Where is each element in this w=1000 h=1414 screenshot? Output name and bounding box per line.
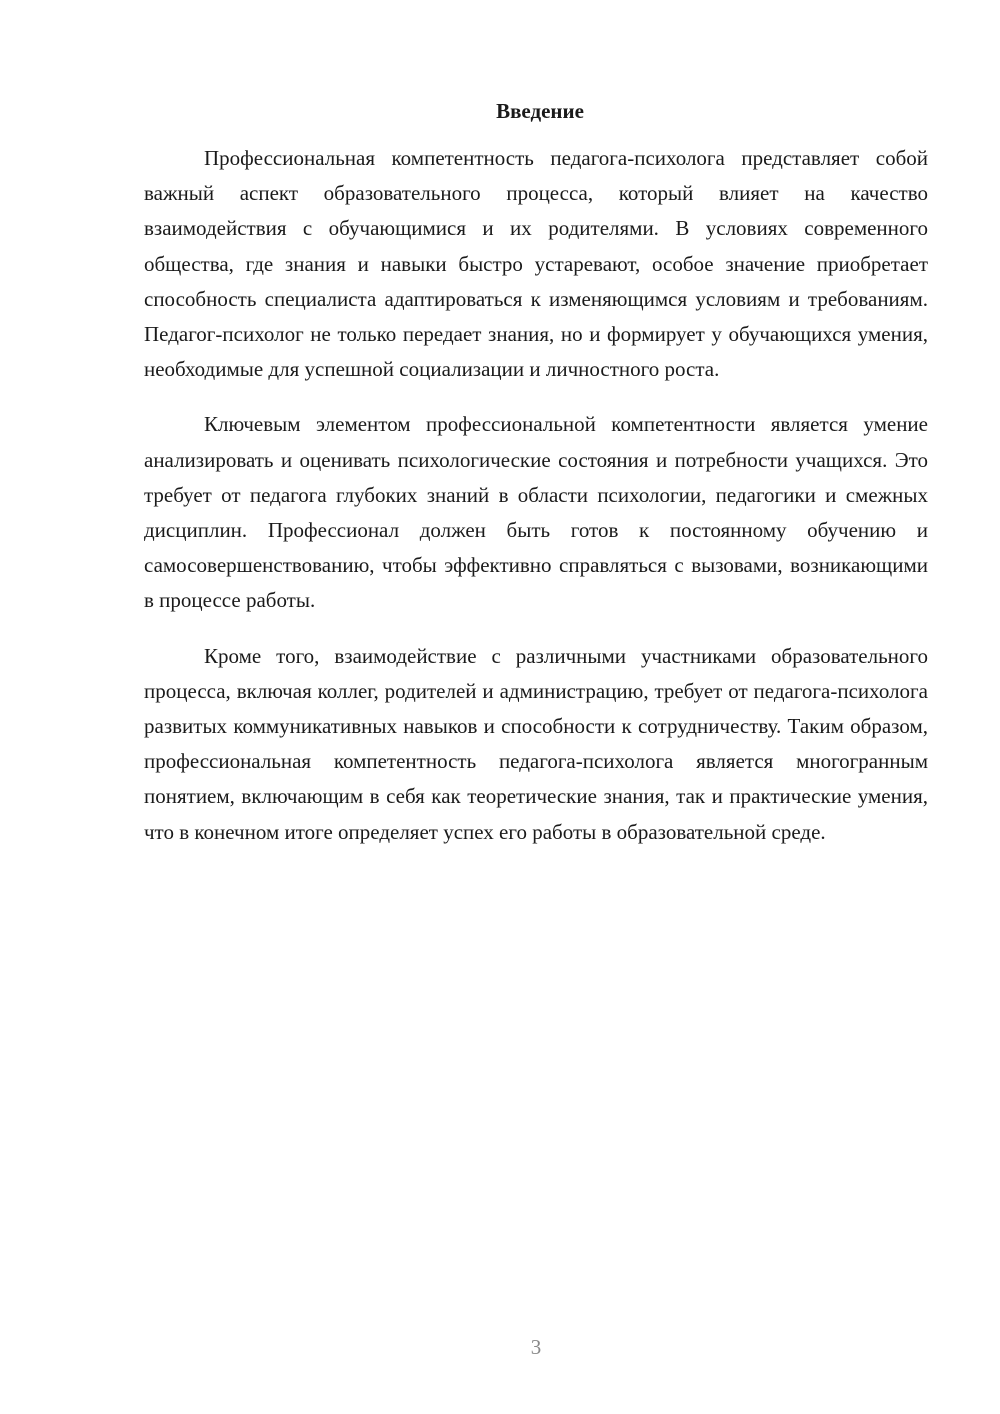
paragraph-2: Ключевым элементом профессиональной компетентности является умение анализировать и оценивать психологические состояния и потребности учащихся. Это требует от педагога глубоких знаний в области психологии, педагогики и смежных дисциплин. Профессионал должен быть готов к постоянному обучению и самосовершенствованию, чтобы эффективно справляться с вызовами, возникающими в процессе работы.: [144, 412, 928, 613]
page-number: 3: [530, 1335, 542, 1359]
paragraph-3: Кроме того, взаимодействие с различными участниками образовательного процесса, включая коллег, родителей и администрацию, требует от педагога-психолога развитых коммуникативных навыков и способности к сотрудничеству. Таким образом, профессиональная компетентность педагога-психолога является многогранным понятием, включающим в себя как теоретические знания, так и практические умения, что в конечном итоге определяет успех его работы в образовательной среде.: [144, 643, 928, 844]
page-content: [144, 96, 928, 870]
paragraph-1: Профессиональная компетентность педагога-психолога представляет собой важный аспект образовательного процесса, который влияет на качество взаимодействия с обучающимися и их родителями. В условиях современного общества, где знания и навыки быстро устаревают, особое значение приобретает способность специалиста адаптироваться к изменяющимся условиям и требованиям. Педагог-психолог не только передает знания, но и формирует у обучающихся умения, необходимые для успешной социализации и личностного роста.: [144, 146, 928, 382]
section-title: Введение: [496, 99, 584, 123]
